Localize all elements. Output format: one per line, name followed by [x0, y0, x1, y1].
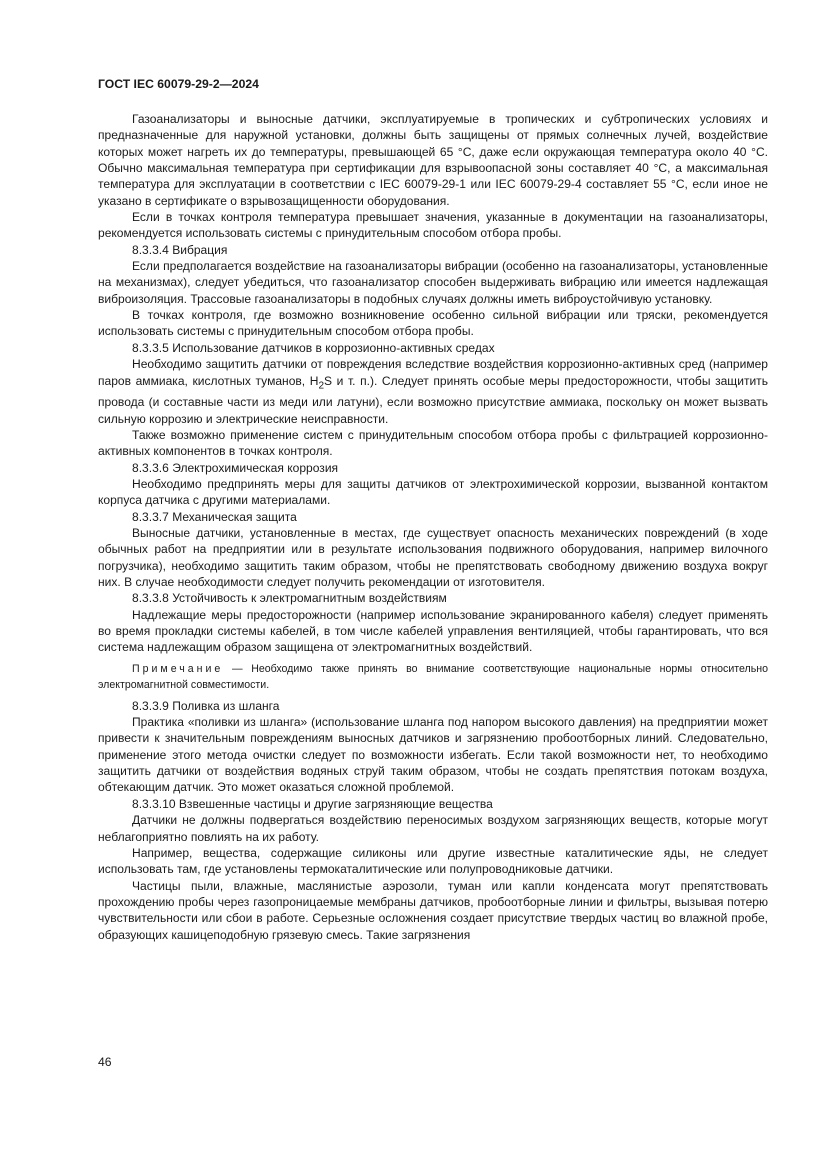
text-run: Необходимо защитить датчики от повреждения вследствие воздействия коррозионно-активных сред (например паров аммиака, кислотных туманов, H	[98, 357, 768, 388]
note-text: — Необходимо также принять во внимание соответствующие национальные нормы относительно электромагнитной совместимости.	[98, 662, 768, 691]
section-heading: 8.3.3.10 Взвешенные частицы и другие загрязняющие вещества	[132, 796, 493, 811]
paragraph: Если предполагается воздействие на газоанализаторы вибрации (особенно на газоанализаторы, установленные на механизмах), следует убедиться, что газоанализатор способен выдерживать вибрацию или имеется надлежащая виброизоляция. Трассовые газоанализаторы в подобных случаях должны иметь виброустойчивую установку.	[98, 259, 768, 306]
paragraph: Практика «поливки из шланга» (использование шланга под напором высокого давления) на предприятии может привести к значительным повреждениям выносных датчиков и загрязнению пробоотборных линий. Следовательно, применение этого метода очистки следует по возможности избегать. Если такой возможности нет, то необходимо защитить датчики от воздействия водяных струй таким образом, чтобы не создать препятствия потокам воздуха, обтекающим датчик. Это может оказаться сложной проблемой.	[98, 715, 768, 795]
paragraph: Газоанализаторы и выносные датчики, эксплуатируемые в тропических и субтропических условиях и предназначенные для наружной установки, должны быть защищены от прямых солнечных лучей, воздействие которых может нагреть их до температуры, превышающей 65 °С, даже если окружающая температура около 40 °С. Обычно максимальная температура при сертификации для взрывоопасной зоны составляет 40 °С, а максимальная температура для эксплуатации в соответствии с IEC 60079-29-1 или IEC 60079-29-4 составляет 55 °С, если иное не указано в сертификате о взрывозащищенности оборудования.	[98, 112, 768, 208]
paragraph: Датчики не должны подвергаться воздействию переносимых воздухом загрязняющих веществ, которые могут неблагоприятно повлиять на их работу.	[98, 813, 768, 844]
section-heading: 8.3.3.4 Вибрация	[132, 242, 228, 257]
note	[98, 661, 768, 693]
text-run: S и т. п.). Следует принять особые меры предосторожности, чтобы защитить провода (и составные части из меди или латуни), если возможно присутствие аммиака, поскольку он может вызвать сильную коррозию и электрические неисправности.	[98, 373, 768, 426]
paragraph: Выносные датчики, установленные в местах, где существует опасность механических повреждений (в ходе обычных работ на предприятии или в результате использования подвижного оборудования, например вилочного погрузчика), необходимо защитить таким образом, чтобы не препятствовать свободному движению воздуха вокруг них. В случае необходимости следует получить рекомендации от изготовителя.	[98, 526, 768, 590]
paragraph: Если в точках контроля температура превышает значения, указанные в документации на газоанализаторы, рекомендуется использовать системы с принудительным способом отбора пробы.	[98, 210, 768, 241]
paragraph-corrosion	[98, 356, 768, 427]
subscript: 2	[318, 379, 325, 391]
section-heading: 8.3.3.8 Устойчивость к электромагнитным воздействиям	[132, 591, 447, 606]
paragraph: Необходимо предпринять меры для защиты датчиков от электрохимической коррозии, вызванной контактом корпуса датчика с другими материалами.	[98, 476, 768, 508]
paragraph: Надлежащие меры предосторожности (например использование экранированного кабеля) следует применять во время прокладки системы кабелей, в том числе кабелей управления вентиляцией, чтобы гарантировать, что вся система надлежащим образом защищена от электромагнитных воздействий.	[98, 607, 768, 655]
section-heading: 8.3.3.7 Механическая защита	[132, 509, 297, 524]
page-number: 46	[98, 1055, 112, 1069]
section-heading: 8.3.3.6 Электрохимическая коррозия	[132, 460, 339, 475]
paragraph: Частицы пыли, влажные, маслянистые аэрозоли, туман или капли конденсата могут препятствовать прохождению пробы через газопроницаемые мембраны датчиков, пробоотборные линии и фильтры, вызывая потерю чувствительности или сбои в работе. Серьезные осложнения создает присутствие твердых частиц во влажной пробе, образующих кашицеподобную грязевую смесь. Такие загрязнения	[98, 878, 768, 942]
document-header: ГОСТ IEC 60079-29-2—2024	[98, 77, 259, 91]
paragraph: В точках контроля, где возможно возникновение особенно сильной вибрации или тряски, рекомендуется использовать системы с принудительным способом отбора пробы.	[98, 308, 768, 339]
document-body	[98, 111, 768, 943]
section-heading: 8.3.3.9 Поливка из шланга	[132, 698, 280, 713]
paragraph: Также возможно применение систем с принудительным способом отбора пробы с фильтрацией коррозионно-активных компонентов в точках контроля.	[98, 427, 768, 459]
section-heading: 8.3.3.5 Использование датчиков в коррозионно-активных средах	[132, 340, 495, 355]
note-label: Примечание	[132, 662, 224, 675]
paragraph: Например, вещества, содержащие силиконы или другие известные каталитические яды, не следует использовать там, где установлены термокаталитические или полупроводниковые датчики.	[98, 845, 768, 877]
